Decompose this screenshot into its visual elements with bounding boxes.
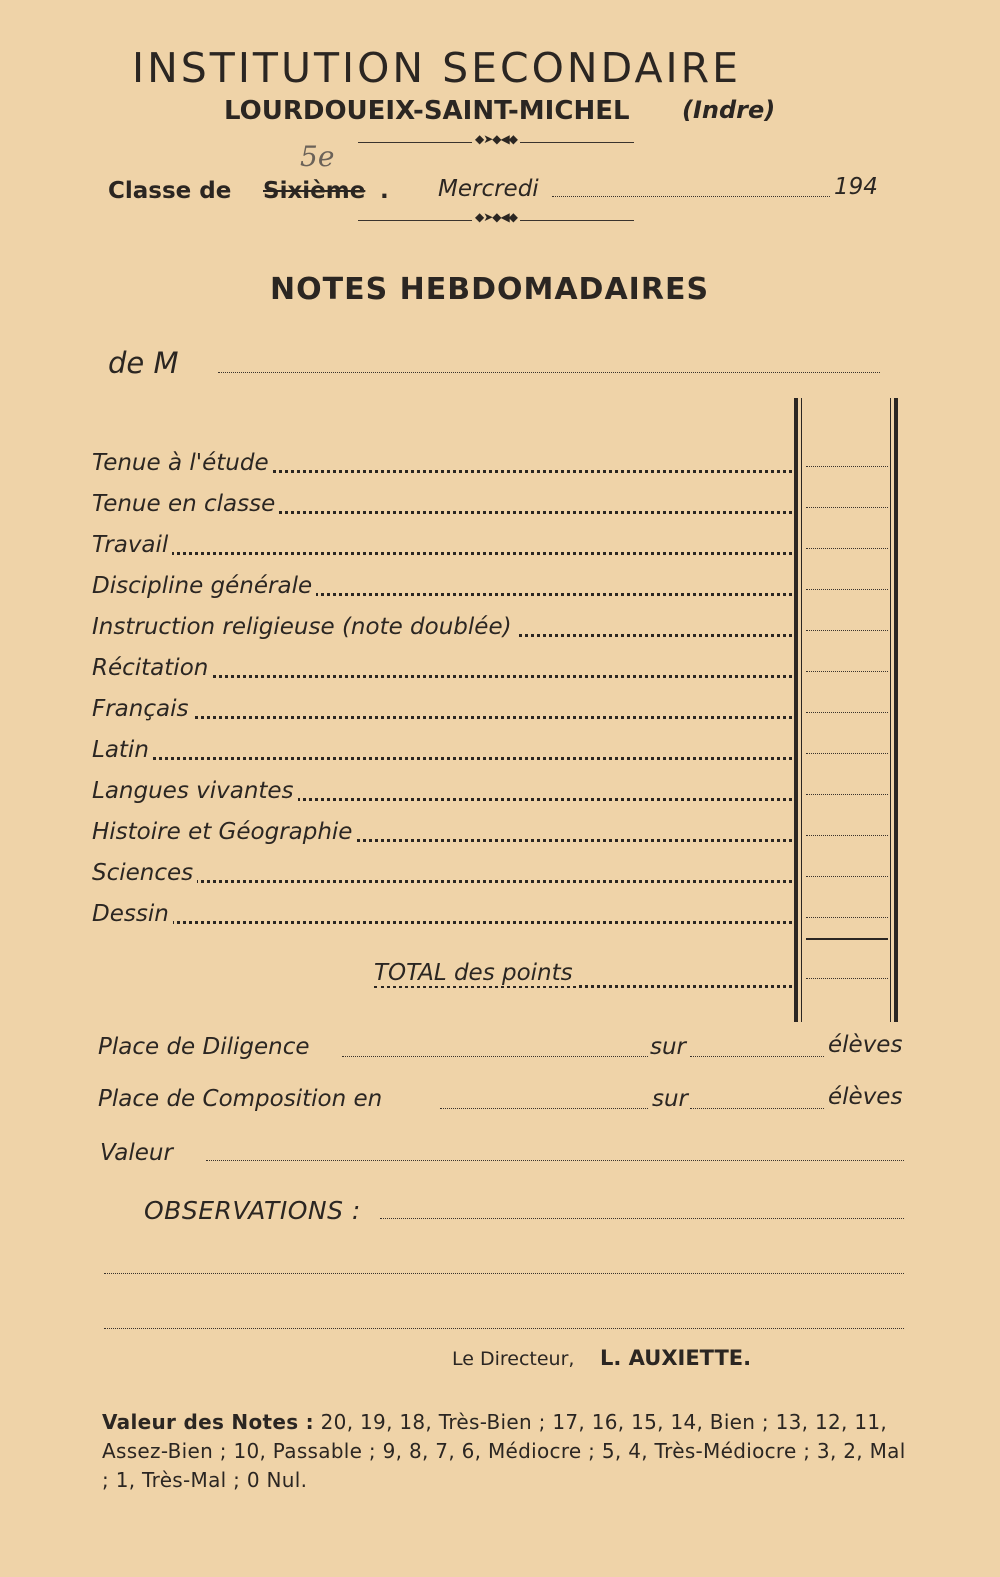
grade-row xyxy=(92,860,792,890)
grade-label: Latin xyxy=(92,737,153,763)
grade-column-right-rule xyxy=(890,398,891,1022)
diligence-place-field[interactable] xyxy=(342,1056,648,1057)
director-name: L. AUXIETTE. xyxy=(600,1346,752,1370)
diligence-sur-label: sur xyxy=(650,1034,687,1060)
director-title: Le Directeur, xyxy=(452,1348,575,1370)
composition-eleves-label: élèves xyxy=(828,1084,903,1110)
total-separator xyxy=(806,938,888,940)
grade-cell[interactable] xyxy=(806,466,888,467)
grade-label: Tenue en classe xyxy=(92,491,279,517)
observations-label: OBSERVATIONS : xyxy=(144,1196,361,1225)
grade-label: Langues vivantes xyxy=(92,778,298,804)
total-cell[interactable] xyxy=(806,978,888,979)
observations-field-3[interactable] xyxy=(104,1328,904,1329)
grade-cell[interactable] xyxy=(806,712,888,713)
grade-cell[interactable] xyxy=(806,507,888,508)
grade-column-right-border xyxy=(894,398,898,1022)
observations-field-1[interactable] xyxy=(380,1218,904,1219)
ornament-divider-bottom xyxy=(358,210,634,226)
diligence-total-field[interactable] xyxy=(690,1056,824,1057)
grade-label: Travail xyxy=(92,532,172,558)
grade-cell[interactable] xyxy=(806,917,888,918)
grade-row xyxy=(92,532,792,562)
grade-cell[interactable] xyxy=(806,630,888,631)
grade-cell[interactable] xyxy=(806,589,888,590)
grade-row xyxy=(92,819,792,849)
grade-row xyxy=(92,696,792,726)
grade-label: Français xyxy=(92,696,192,722)
institution-title: INSTITUTION SECONDAIRE xyxy=(132,44,741,92)
department-name: (Indre) xyxy=(682,96,776,124)
composition-place-field[interactable] xyxy=(440,1108,648,1109)
class-period: . xyxy=(380,178,389,204)
grade-label: Instruction religieuse (note doublée) xyxy=(92,614,516,640)
grade-column-left-border xyxy=(794,398,798,1022)
composition-sur-label: sur xyxy=(652,1086,689,1112)
grade-cell[interactable] xyxy=(806,671,888,672)
grade-label: Histoire et Géographie xyxy=(92,819,356,845)
grade-row xyxy=(92,614,792,644)
grade-cell[interactable] xyxy=(806,548,888,549)
grade-scale-label: Valeur des Notes : xyxy=(102,1410,314,1434)
diligence-label: Place de Diligence xyxy=(98,1034,310,1060)
grade-label: Sciences xyxy=(92,860,197,886)
ornament-icon: ◆➤◆◀◆ xyxy=(472,132,520,146)
class-level-struck: Sixième xyxy=(263,178,366,204)
grade-row xyxy=(92,778,792,808)
class-label: Classe de xyxy=(108,178,232,204)
town-name: LOURDOUEIX-SAINT-MICHEL xyxy=(224,96,630,126)
student-name-field[interactable] xyxy=(218,372,880,373)
weekday-label: Mercredi xyxy=(438,176,539,202)
handwritten-class-level: 5e xyxy=(300,140,335,173)
grade-scale-legend xyxy=(102,1408,912,1495)
total-label: TOTAL des points xyxy=(374,960,577,986)
grade-label: Dessin xyxy=(92,901,173,927)
grade-row xyxy=(92,901,792,931)
date-field[interactable] xyxy=(552,196,830,197)
valeur-label: Valeur xyxy=(100,1140,173,1166)
page-heading: NOTES HEBDOMADAIRES xyxy=(270,272,710,307)
grade-row xyxy=(92,491,792,521)
valeur-field[interactable] xyxy=(206,1160,904,1161)
grade-cell[interactable] xyxy=(806,876,888,877)
grade-column-left-rule xyxy=(801,398,802,1022)
ornament-icon: ◆➤◆◀◆ xyxy=(472,210,520,224)
grade-cell[interactable] xyxy=(806,835,888,836)
grade-row xyxy=(92,573,792,603)
year-prefix: 194 xyxy=(834,174,878,200)
student-label: de M xyxy=(108,346,179,380)
grade-label: Tenue à l'étude xyxy=(92,450,273,476)
grade-cell[interactable] xyxy=(806,794,888,795)
grade-row xyxy=(92,655,792,685)
grade-scale-text: 20, 19, 18, Très-Bien ; 17, 16, 15, 14, Bien ; 13, 12, 11, Assez-Bien ; 10, Passable ; 9, 8, 7, 6, Médiocre ; 5, 4, Très-Médiocre ; 3, 2, Mal ; 1, Très-Mal ; 0 Nul. xyxy=(102,1410,906,1492)
observations-field-2[interactable] xyxy=(104,1273,904,1274)
grade-label: Discipline générale xyxy=(92,573,316,599)
grade-row xyxy=(92,450,792,480)
grade-row xyxy=(92,737,792,767)
grade-cell[interactable] xyxy=(806,753,888,754)
composition-total-field[interactable] xyxy=(690,1108,824,1109)
diligence-eleves-label: élèves xyxy=(828,1032,903,1058)
composition-label: Place de Composition en xyxy=(98,1086,383,1112)
ornament-divider-top xyxy=(358,132,634,148)
grade-label: Récitation xyxy=(92,655,212,681)
